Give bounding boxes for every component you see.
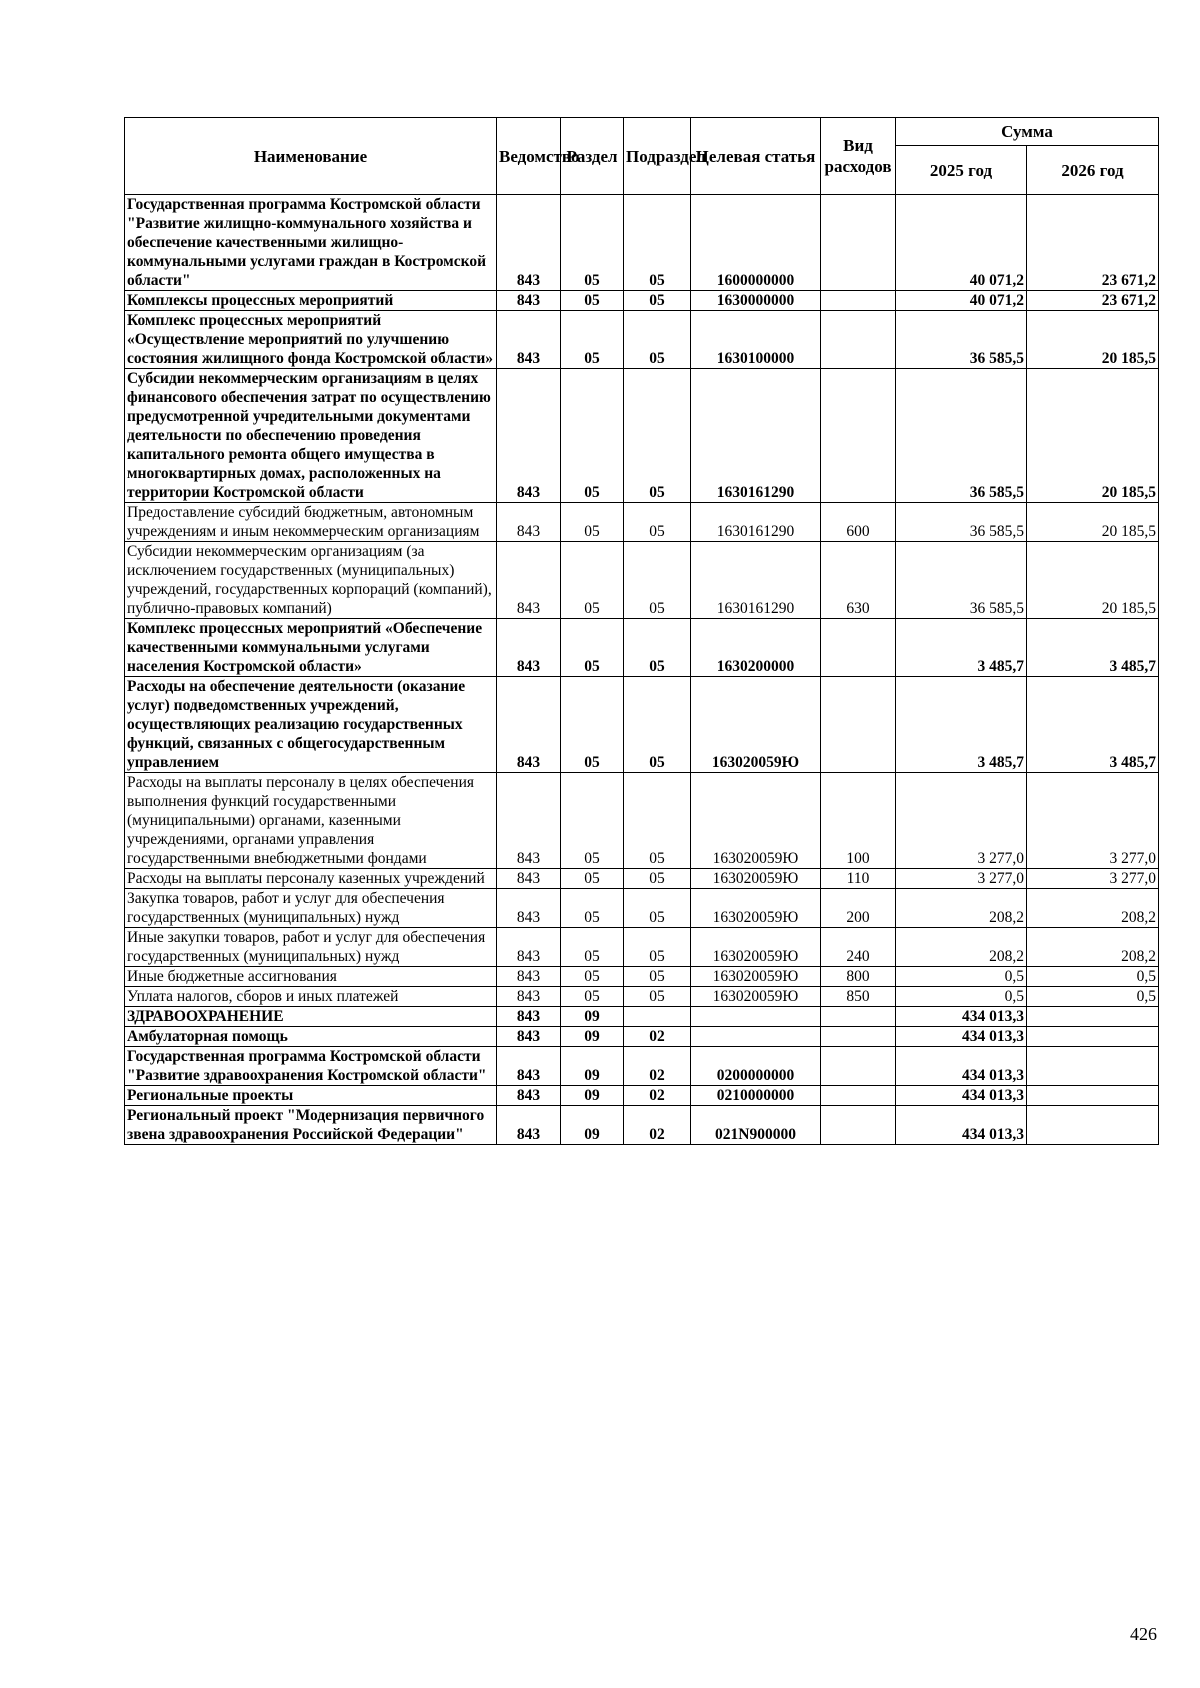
cell-sum-2025: 36 585,5 <box>896 369 1027 503</box>
cell-sum-2025: 0,5 <box>896 967 1027 987</box>
cell-sum-2025: 208,2 <box>896 889 1027 928</box>
cell-tselevaya: 163020059Ю <box>691 889 821 928</box>
cell-sum-2025: 40 071,2 <box>896 291 1027 311</box>
cell-sum-2025: 434 013,3 <box>896 1027 1027 1047</box>
cell-vid <box>821 1027 896 1047</box>
cell-razdel: 05 <box>561 869 624 889</box>
table-body <box>125 195 1159 1145</box>
cell-sum-2025: 36 585,5 <box>896 503 1027 542</box>
cell-vid: 600 <box>821 503 896 542</box>
cell-podrazdel: 05 <box>624 503 691 542</box>
cell-vid <box>821 1047 896 1086</box>
cell-razdel: 05 <box>561 967 624 987</box>
col-tselevaya-header: Целевая статья <box>691 118 821 195</box>
cell-sum-2026: 20 185,5 <box>1027 311 1159 369</box>
cell-name: Амбулаторная помощь <box>125 1027 497 1047</box>
cell-vid <box>821 195 896 291</box>
cell-sum-2026: 208,2 <box>1027 928 1159 967</box>
cell-podrazdel: 05 <box>624 928 691 967</box>
cell-razdel: 05 <box>561 987 624 1007</box>
cell-podrazdel: 05 <box>624 542 691 619</box>
cell-podrazdel: 02 <box>624 1086 691 1106</box>
cell-tselevaya: 1630161290 <box>691 542 821 619</box>
cell-ved: 843 <box>497 1106 561 1145</box>
col-razdel-header: Раздел <box>561 118 624 195</box>
cell-razdel: 09 <box>561 1086 624 1106</box>
cell-sum-2026 <box>1027 1106 1159 1145</box>
cell-vid <box>821 1007 896 1027</box>
cell-ved: 843 <box>497 987 561 1007</box>
table-row <box>125 1047 1159 1086</box>
cell-vid <box>821 291 896 311</box>
cell-ved: 843 <box>497 195 561 291</box>
cell-ved: 843 <box>497 503 561 542</box>
cell-vid <box>821 619 896 677</box>
cell-podrazdel: 05 <box>624 619 691 677</box>
cell-name: Предоставление субсидий бюджетным, автономным учреждениям и иным некоммерческим организациям <box>125 503 497 542</box>
cell-razdel: 05 <box>561 889 624 928</box>
cell-vid <box>821 1086 896 1106</box>
cell-sum-2026 <box>1027 1047 1159 1086</box>
cell-tselevaya: 163020059Ю <box>691 987 821 1007</box>
cell-razdel: 05 <box>561 677 624 773</box>
col-2026-header: 2026 год <box>1027 146 1159 195</box>
table-row <box>125 503 1159 542</box>
budget-table <box>124 117 1159 1145</box>
cell-tselevaya: 1630200000 <box>691 619 821 677</box>
cell-vid <box>821 677 896 773</box>
cell-podrazdel <box>624 1007 691 1027</box>
table-row <box>125 291 1159 311</box>
cell-sum-2025: 434 013,3 <box>896 1086 1027 1106</box>
cell-podrazdel: 05 <box>624 967 691 987</box>
cell-ved: 843 <box>497 889 561 928</box>
cell-sum-2025: 36 585,5 <box>896 311 1027 369</box>
col-vid-header: Вид расходов <box>821 118 896 195</box>
cell-sum-2026: 0,5 <box>1027 967 1159 987</box>
cell-sum-2026: 23 671,2 <box>1027 291 1159 311</box>
cell-sum-2026 <box>1027 1027 1159 1047</box>
cell-ved: 843 <box>497 369 561 503</box>
cell-tselevaya: 1630161290 <box>691 369 821 503</box>
cell-vid: 800 <box>821 967 896 987</box>
cell-razdel: 05 <box>561 311 624 369</box>
cell-podrazdel: 05 <box>624 677 691 773</box>
cell-razdel: 05 <box>561 503 624 542</box>
cell-sum-2025: 3 277,0 <box>896 869 1027 889</box>
cell-vid <box>821 369 896 503</box>
table-row <box>125 311 1159 369</box>
cell-sum-2026: 20 185,5 <box>1027 369 1159 503</box>
cell-ved: 843 <box>497 1027 561 1047</box>
cell-ved: 843 <box>497 542 561 619</box>
cell-name: Субсидии некоммерческим организациям в целях финансового обеспечения затрат по осуществлению предусмотренной учредительными документами деятельности по обеспечению проведения капитального ремонта общего имущества в многоквартирных домах, расположенных на территории Костромской области <box>125 369 497 503</box>
cell-name: Региональные проекты <box>125 1086 497 1106</box>
cell-sum-2026 <box>1027 1007 1159 1027</box>
cell-podrazdel: 02 <box>624 1027 691 1047</box>
cell-name: Комплекс процессных мероприятий «Осуществление мероприятий по улучшению состояния жилищного фонда Костромской области» <box>125 311 497 369</box>
cell-podrazdel: 05 <box>624 773 691 869</box>
cell-podrazdel: 05 <box>624 889 691 928</box>
cell-razdel: 05 <box>561 369 624 503</box>
cell-vid: 240 <box>821 928 896 967</box>
cell-razdel: 05 <box>561 773 624 869</box>
col-summa-header: Сумма <box>896 118 1159 146</box>
cell-sum-2026: 3 485,7 <box>1027 619 1159 677</box>
cell-name: Расходы на обеспечение деятельности (оказание услуг) подведомственных учреждений, осуществляющих реализацию государственных функций, связанных с общегосударственным управлением <box>125 677 497 773</box>
col-podrazdel-header: Подраздел <box>624 118 691 195</box>
cell-razdel: 05 <box>561 928 624 967</box>
table-row <box>125 869 1159 889</box>
cell-ved: 843 <box>497 1047 561 1086</box>
cell-sum-2025: 434 013,3 <box>896 1047 1027 1086</box>
cell-tselevaya: 163020059Ю <box>691 677 821 773</box>
cell-sum-2026 <box>1027 1086 1159 1106</box>
cell-name: Комплекс процессных мероприятий «Обеспечение качественными коммунальными услугами населения Костромской области» <box>125 619 497 677</box>
cell-tselevaya: 163020059Ю <box>691 773 821 869</box>
cell-ved: 843 <box>497 291 561 311</box>
cell-ved: 843 <box>497 1086 561 1106</box>
table-row <box>125 369 1159 503</box>
table-row <box>125 928 1159 967</box>
cell-sum-2025: 3 485,7 <box>896 677 1027 773</box>
cell-sum-2025: 434 013,3 <box>896 1007 1027 1027</box>
cell-sum-2026: 20 185,5 <box>1027 542 1159 619</box>
cell-sum-2026: 208,2 <box>1027 889 1159 928</box>
table-row <box>125 773 1159 869</box>
col-name-header: Наименование <box>125 118 497 195</box>
cell-podrazdel: 05 <box>624 311 691 369</box>
cell-razdel: 05 <box>561 195 624 291</box>
cell-podrazdel: 05 <box>624 369 691 503</box>
cell-sum-2026: 23 671,2 <box>1027 195 1159 291</box>
cell-name: Региональный проект "Модернизация первичного звена здравоохранения Российской Федерации" <box>125 1106 497 1145</box>
cell-razdel: 05 <box>561 291 624 311</box>
cell-name: Субсидии некоммерческим организациям (за исключением государственных (муниципальных) учреждений, государственных корпораций (компаний), публично-правовых компаний) <box>125 542 497 619</box>
cell-tselevaya: 1630161290 <box>691 503 821 542</box>
cell-tselevaya: 1630000000 <box>691 291 821 311</box>
cell-vid: 850 <box>821 987 896 1007</box>
cell-ved: 843 <box>497 928 561 967</box>
cell-sum-2025: 208,2 <box>896 928 1027 967</box>
table-row <box>125 889 1159 928</box>
table-row <box>125 195 1159 291</box>
cell-razdel: 09 <box>561 1027 624 1047</box>
cell-sum-2025: 40 071,2 <box>896 195 1027 291</box>
cell-name: Иные закупки товаров, работ и услуг для обеспечения государственных (муниципальных) нужд <box>125 928 497 967</box>
cell-ved: 843 <box>497 619 561 677</box>
cell-razdel: 09 <box>561 1047 624 1086</box>
cell-vid <box>821 1106 896 1145</box>
cell-name: Иные бюджетные ассигнования <box>125 967 497 987</box>
cell-name: Уплата налогов, сборов и иных платежей <box>125 987 497 1007</box>
cell-sum-2026: 20 185,5 <box>1027 503 1159 542</box>
cell-name: Расходы на выплаты персоналу в целях обеспечения выполнения функций государственными (муниципальными) органами, казенными учреждениями, органами управления государственными внебюджетными фондами <box>125 773 497 869</box>
col-2025-header: 2025 год <box>896 146 1027 195</box>
cell-podrazdel: 05 <box>624 195 691 291</box>
cell-name: Расходы на выплаты персоналу казенных учреждений <box>125 869 497 889</box>
cell-podrazdel: 02 <box>624 1106 691 1145</box>
cell-name: Государственная программа Костромской области "Развитие жилищно-коммунального хозяйства и обеспечение качественными жилищно-коммунальными услугами граждан в Костромской области" <box>125 195 497 291</box>
page-number: 426 <box>1130 1624 1157 1644</box>
cell-name: Государственная программа Костромской области "Развитие здравоохранения Костромской области" <box>125 1047 497 1086</box>
cell-name: Закупка товаров, работ и услуг для обеспечения государственных (муниципальных) нужд <box>125 889 497 928</box>
table-row <box>125 677 1159 773</box>
table-row <box>125 1106 1159 1145</box>
cell-sum-2026: 0,5 <box>1027 987 1159 1007</box>
cell-tselevaya: 0200000000 <box>691 1047 821 1086</box>
cell-podrazdel: 05 <box>624 291 691 311</box>
cell-ved: 843 <box>497 773 561 869</box>
cell-razdel: 05 <box>561 619 624 677</box>
cell-tselevaya: 021N900000 <box>691 1106 821 1145</box>
cell-tselevaya: 1600000000 <box>691 195 821 291</box>
cell-vid <box>821 311 896 369</box>
table-row <box>125 967 1159 987</box>
cell-ved: 843 <box>497 869 561 889</box>
cell-razdel: 09 <box>561 1007 624 1027</box>
cell-podrazdel: 02 <box>624 1047 691 1086</box>
cell-tselevaya <box>691 1007 821 1027</box>
cell-sum-2026: 3 485,7 <box>1027 677 1159 773</box>
cell-sum-2025: 3 485,7 <box>896 619 1027 677</box>
table-row <box>125 987 1159 1007</box>
cell-tselevaya: 163020059Ю <box>691 869 821 889</box>
cell-tselevaya: 1630100000 <box>691 311 821 369</box>
table-row <box>125 1007 1159 1027</box>
table-row <box>125 1086 1159 1106</box>
cell-vid: 200 <box>821 889 896 928</box>
cell-sum-2026: 3 277,0 <box>1027 869 1159 889</box>
cell-name: Комплексы процессных мероприятий <box>125 291 497 311</box>
cell-podrazdel: 05 <box>624 987 691 1007</box>
cell-ved: 843 <box>497 311 561 369</box>
cell-tselevaya: 0210000000 <box>691 1086 821 1106</box>
cell-tselevaya <box>691 1027 821 1047</box>
table-row <box>125 542 1159 619</box>
cell-razdel: 05 <box>561 542 624 619</box>
cell-sum-2025: 3 277,0 <box>896 773 1027 869</box>
table-row <box>125 1027 1159 1047</box>
cell-sum-2025: 36 585,5 <box>896 542 1027 619</box>
cell-ved: 843 <box>497 677 561 773</box>
cell-podrazdel: 05 <box>624 869 691 889</box>
table-header <box>125 118 1159 195</box>
cell-razdel: 09 <box>561 1106 624 1145</box>
cell-sum-2025: 0,5 <box>896 987 1027 1007</box>
cell-tselevaya: 163020059Ю <box>691 967 821 987</box>
cell-ved: 843 <box>497 967 561 987</box>
cell-vid: 100 <box>821 773 896 869</box>
table-row <box>125 619 1159 677</box>
cell-name: ЗДРАВООХРАНЕНИЕ <box>125 1007 497 1027</box>
cell-ved: 843 <box>497 1007 561 1027</box>
cell-vid: 630 <box>821 542 896 619</box>
col-ved-header: Ведомство <box>497 118 561 195</box>
cell-vid: 110 <box>821 869 896 889</box>
cell-sum-2026: 3 277,0 <box>1027 773 1159 869</box>
cell-sum-2025: 434 013,3 <box>896 1106 1027 1145</box>
cell-tselevaya: 163020059Ю <box>691 928 821 967</box>
